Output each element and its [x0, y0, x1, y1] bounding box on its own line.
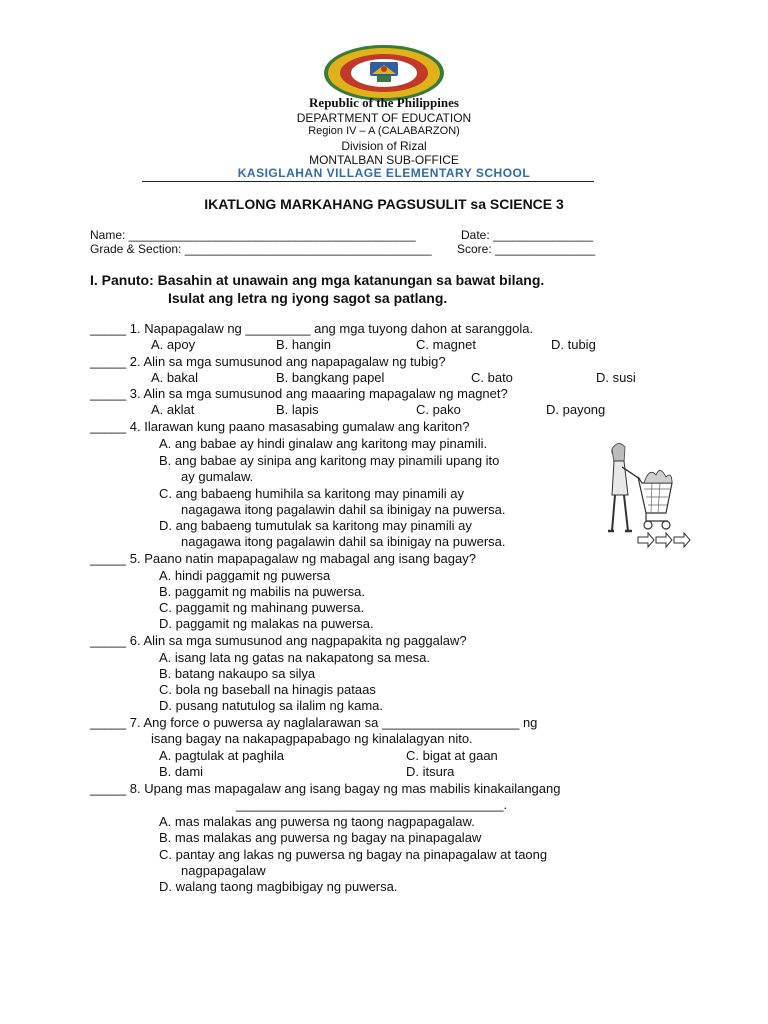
choice-continuation: nagagawa itong pagalawin dahil sa ibinigay na puwersa.: [181, 502, 506, 517]
instructions-line-2: Isulat ang letra ng iyong sagot sa patlang.: [168, 290, 448, 306]
choice-continuation: nagagawa itong pagalawin dahil sa ibinigay na puwersa.: [181, 534, 506, 549]
choice: C. bola ng baseball na hinagis pataas: [159, 682, 376, 697]
choice: D. pusang natutulog sa ilalim ng kama.: [159, 698, 384, 713]
republic-heading: Republic of the Philippines: [309, 95, 459, 110]
suboffice-heading: MONTALBAN SUB-OFFICE: [309, 153, 459, 167]
choice: D. itsura: [406, 764, 455, 779]
choice: C. pantay ang lakas ng puwersa ng bagay na pinapagalaw at taong: [159, 847, 548, 862]
choice: B. ang babae ay sinipa ang karitong may pinamili upang ito: [159, 453, 500, 468]
choice: B. bangkang papel: [276, 370, 385, 385]
choice: C. bigat at gaan: [406, 748, 498, 763]
choice: C. magnet: [416, 337, 476, 352]
question-7-stem-continuation: isang bagay na nakapagpapabago ng kinalalagyan nito.: [151, 731, 473, 746]
choice: C. ang babaeng humihila sa karitong may pinamili ay: [159, 486, 464, 501]
choice: C. pako: [416, 402, 461, 417]
choice-continuation: nagpapagalaw: [181, 863, 266, 878]
choice: D. susi: [596, 370, 636, 385]
school-name: KASIGLAHAN VILLAGE ELEMENTARY SCHOOL: [237, 166, 531, 180]
question-4-stem: _____ 4. Ilarawan kung paano masasabing gumalaw ang kariton?: [90, 419, 470, 434]
question-2-stem: _____ 2. Alin sa mga sumusunod ang napapagalaw ng tubig?: [90, 354, 446, 369]
choice: D. ang babaeng tumutulak sa karitong may pinamili ay: [159, 518, 472, 533]
choice: A. hindi paggamit ng puwersa: [159, 568, 331, 583]
question-7-stem: _____ 7. Ang force o puwersa ay naglalarawan sa ___________________ ng: [90, 715, 538, 730]
choice: B. mas malakas ang puwersa ng bagay na pinapagalaw: [159, 830, 482, 845]
instructions-line-1: I. Panuto: Basahin at unawain ang mga katanungan sa bawat bilang.: [90, 272, 545, 288]
choice: B. lapis: [276, 402, 319, 417]
choice: A. apoy: [151, 337, 196, 352]
woman-pushing-cart-illustration: [594, 433, 704, 556]
question-3-stem: _____ 3. Alin sa mga sumusunod ang maaaring mapagalaw ng magnet?: [90, 386, 508, 401]
exam-title: IKATLONG MARKAHANG PAGSUSULIT sa SCIENCE 3: [204, 196, 564, 212]
choice: B. dami: [159, 764, 204, 779]
choice: C. bato: [471, 370, 513, 385]
region-heading: Region IV – A (CALABARZON): [308, 125, 460, 137]
choice: B. paggamit ng mabilis na puwersa.: [159, 584, 365, 599]
choice: C. paggamit ng mahinang puwersa.: [159, 600, 365, 615]
score-field: Score: _______________: [457, 242, 596, 256]
date-field: Date: _______________: [461, 228, 594, 242]
choice: A. ang babae ay hindi ginalaw ang karitong may pinamili.: [159, 436, 488, 451]
question-8-blank: _____________________________________.: [236, 797, 508, 812]
choice: D. paggamit ng malakas na puwersa.: [159, 616, 374, 631]
choice: D. payong: [546, 402, 606, 417]
department-heading: DEPARTMENT OF EDUCATION: [296, 111, 472, 125]
division-heading: Division of Rizal: [341, 139, 427, 153]
question-1-stem: _____ 1. Napapagalaw ng _________ ang mga tuyong dahon at saranggola.: [90, 321, 534, 336]
question-6-stem: _____ 6. Alin sa mga sumusunod ang nagpapakita ng paggalaw?: [90, 633, 467, 648]
question-8-stem: _____ 8. Upang mas mapagalaw ang isang bagay ng mas mabilis kinakailangang: [90, 781, 561, 796]
choice: D. walang taong magbibigay ng puwersa.: [159, 879, 398, 894]
choice: A. aklat: [151, 402, 195, 417]
choice: D. tubig: [551, 337, 596, 352]
header-divider: [142, 181, 594, 182]
grade-section-field: Grade & Section: _____________________________________: [90, 242, 432, 256]
choice: A. pagtulak at paghila: [159, 748, 285, 763]
choice: B. batang nakaupo sa silya: [159, 666, 316, 681]
name-field: Name: ___________________________________________: [90, 228, 416, 242]
choice-continuation: ay gumalaw.: [181, 469, 254, 484]
choice: A. bakal: [151, 370, 198, 385]
choice: A. isang lata ng gatas na nakapatong sa mesa.: [159, 650, 431, 665]
question-5-stem: _____ 5. Paano natin mapapagalaw ng mabagal ang isang bagay?: [90, 551, 476, 566]
choice: B. hangin: [276, 337, 331, 352]
choice: A. mas malakas ang puwersa ng taong nagpapagalaw.: [159, 814, 475, 829]
